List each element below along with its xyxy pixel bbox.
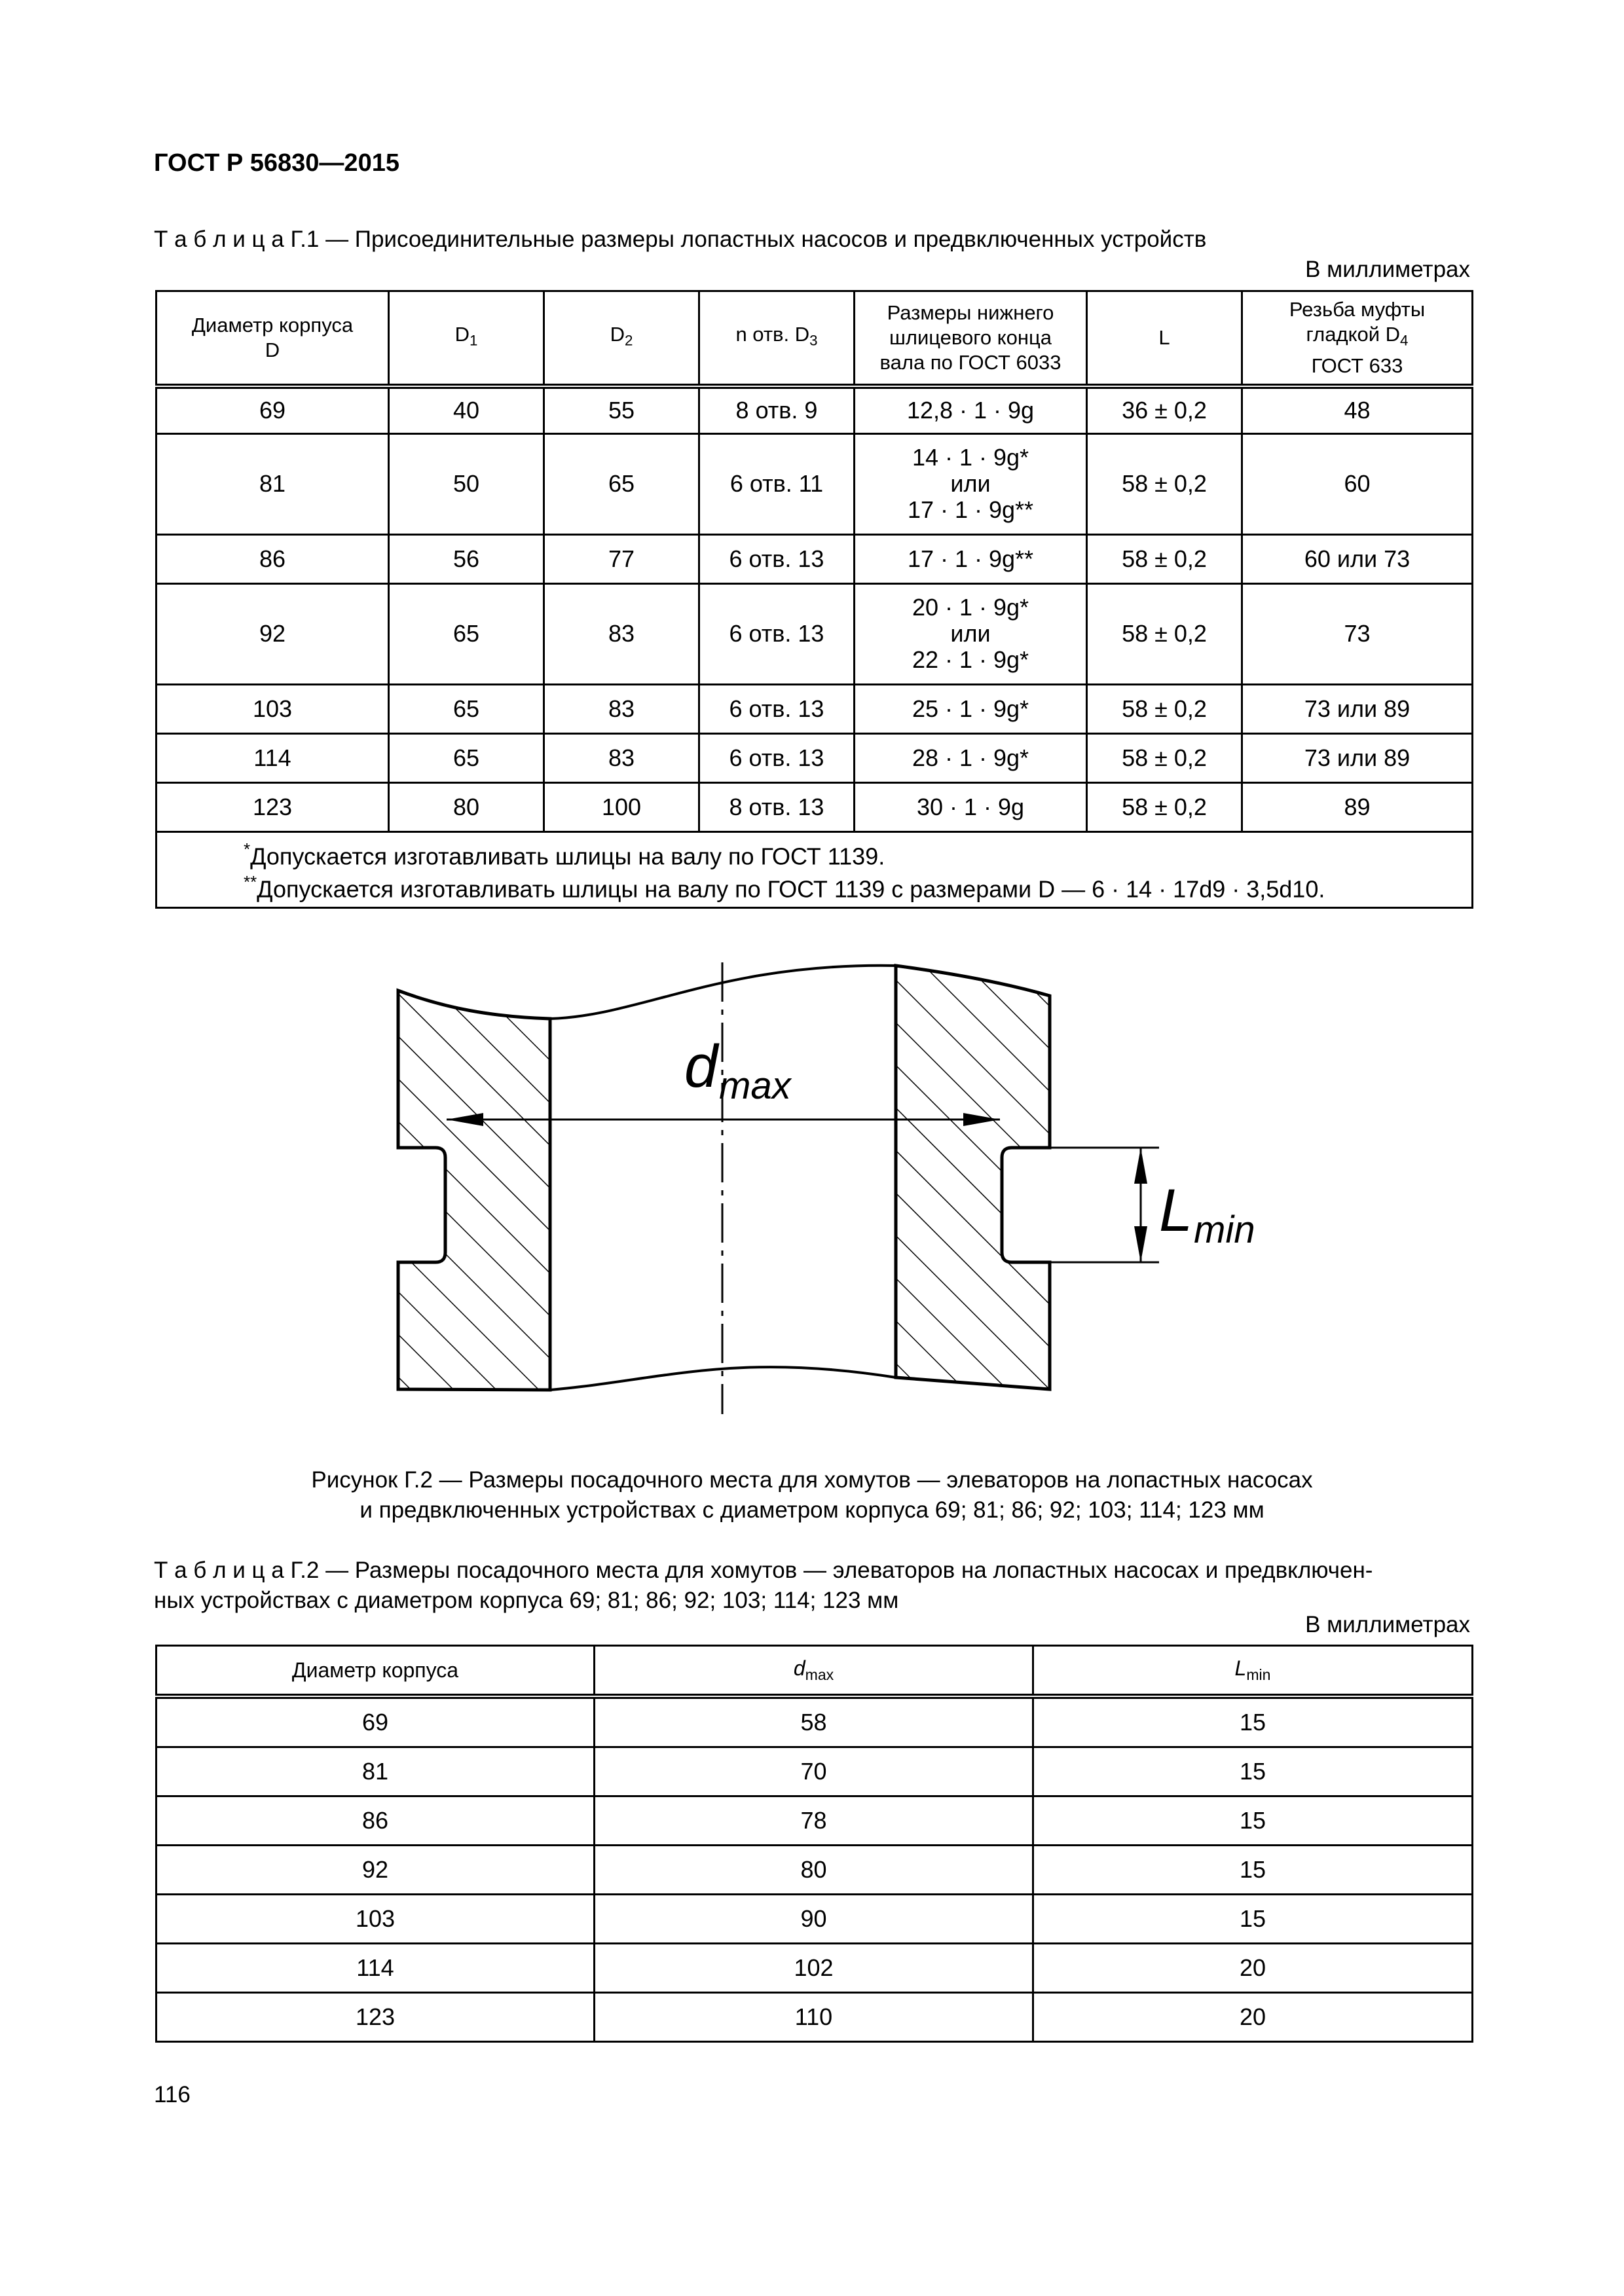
- dmax-label: dmax: [684, 1033, 791, 1107]
- spline-line: 17 · 1 · 9g**: [907, 545, 1034, 572]
- footnote-text: Допускается изготавливать шлицы на валу по ГОСТ 1139.: [250, 843, 885, 869]
- table1-header-thread-line1: Резьба муфты: [1289, 298, 1426, 321]
- table2-cell: 78: [595, 1796, 1033, 1846]
- table2-cell: 70: [595, 1747, 1033, 1796]
- table2-header-lmin-sub: min: [1246, 1666, 1271, 1683]
- table2-cell: 90: [595, 1895, 1033, 1944]
- footnote: [244, 869, 1471, 902]
- table1-cell: 58 ± 0,2: [1087, 684, 1242, 733]
- lmin-arrow-bottom: [1134, 1226, 1147, 1262]
- table1-cell: 65: [544, 433, 699, 534]
- table1-cell: 73: [1242, 583, 1473, 684]
- table1-cell: 55: [544, 386, 699, 433]
- spline-line: 12,8 · 1 · 9g: [906, 397, 1035, 424]
- left-wall-section: [398, 991, 550, 1390]
- table1-cell: 73 или 89: [1242, 733, 1473, 782]
- table1-cell: 6 отв. 11: [699, 433, 855, 534]
- right-wall-section: [896, 966, 1050, 1389]
- table1-cell: 83: [544, 684, 699, 733]
- table2-cell: 15: [1033, 1696, 1473, 1747]
- table1-cell: 8 отв. 13: [699, 782, 855, 831]
- table1-cell: 86: [157, 534, 389, 583]
- table1-cell: 73 или 89: [1242, 684, 1473, 733]
- table2-caption-line2: ных устройствах с диаметром корпуса 69; 81; 86; 92; 103; 114; 123 мм: [154, 1588, 899, 1613]
- table2-cell: 123: [157, 1993, 595, 2042]
- table2-cell: 80: [595, 1846, 1033, 1895]
- table1-cell: 65: [389, 583, 544, 684]
- table1-header-row: [157, 291, 1473, 387]
- table-row: [157, 534, 1473, 583]
- table1-cell: 6 отв. 13: [699, 583, 855, 684]
- table1-header-d1-main: D: [454, 323, 470, 346]
- spline-line: 17 · 1 · 9g**: [907, 496, 1034, 523]
- table1-cell: [855, 534, 1087, 583]
- table1-unit: В миллиметрах: [1305, 257, 1470, 282]
- table1-header-d1-sub: 1: [469, 332, 478, 349]
- table1-header-spline-line1: Размеры нижнего: [887, 301, 1054, 324]
- table2-cell: 86: [157, 1796, 595, 1846]
- table1-cell: 58 ± 0,2: [1087, 583, 1242, 684]
- table2-cell: 69: [157, 1696, 595, 1747]
- figure-caption-line2: и предвключенных устройствах с диаметром корпуса 69; 81; 86; 92; 103; 114; 123 мм: [360, 1497, 1264, 1523]
- table2-cell: 114: [157, 1944, 595, 1993]
- table1-header-thread-line2-sub: 4: [1400, 332, 1409, 349]
- table1-cell: 58 ± 0,2: [1087, 782, 1242, 831]
- table1-cell: 58 ± 0,2: [1087, 733, 1242, 782]
- spline-line: 22 · 1 · 9g*: [912, 646, 1029, 673]
- table1-cell: [855, 583, 1087, 684]
- table1-cell: 77: [544, 534, 699, 583]
- table1-header-holes-main: n отв. D: [735, 323, 810, 346]
- table-row: [157, 583, 1473, 684]
- table1-cell: [855, 733, 1087, 782]
- document-title: ГОСТ Р 56830—2015: [154, 149, 399, 177]
- table1-footnotes: [157, 831, 1473, 907]
- lmin-arrow-top: [1134, 1148, 1147, 1184]
- table1-cell: 114: [157, 733, 389, 782]
- spline-line: или: [950, 620, 991, 647]
- table1-header-d2-main: D: [610, 323, 625, 346]
- table2: [155, 1645, 1473, 2043]
- table2-caption-line1-text: Г.2 — Размеры посадочного места для хомутов — элеваторов на лопастных насосах и предвключен-: [290, 1558, 1373, 1583]
- footnote-mark: **: [244, 873, 257, 892]
- table1-header-holes: [699, 291, 855, 387]
- table2-cell: 81: [157, 1747, 595, 1796]
- table2-cell: 15: [1033, 1895, 1473, 1944]
- table-row: [157, 386, 1473, 433]
- table1-header-d2-sub: 2: [624, 332, 633, 349]
- table1: [155, 290, 1473, 909]
- table2-cell: 20: [1033, 1944, 1473, 1993]
- footnote-mark: *: [244, 840, 251, 859]
- table1-cell: 6 отв. 13: [699, 534, 855, 583]
- lmin-label: Lmin: [1159, 1177, 1255, 1251]
- table1-cell: [855, 782, 1087, 831]
- table1-cell: 83: [544, 583, 699, 684]
- table-row: [157, 1696, 1473, 1747]
- table-row: [157, 684, 1473, 733]
- table1-footnotes-row: [157, 831, 1473, 907]
- spline-line: 20 · 1 · 9g*: [912, 594, 1029, 621]
- table1-header-d2: [544, 291, 699, 387]
- footnote-text: Допускается изготавливать шлицы на валу по ГОСТ 1139 с размерами D — 6 · 14 · 17d9 · 3,5d10.: [257, 875, 1325, 903]
- table1-cell: 92: [157, 583, 389, 684]
- spline-line: 30 · 1 · 9g: [916, 793, 1025, 820]
- table2-cell: 102: [595, 1944, 1033, 1993]
- table1-header-diameter-line1: Диаметр корпуса: [191, 314, 354, 337]
- table2-cell: 103: [157, 1895, 595, 1944]
- table-row: [157, 1993, 1473, 2042]
- table1-cell: 6 отв. 13: [699, 684, 855, 733]
- table-row: [157, 1944, 1473, 1993]
- table2-header-row: [157, 1646, 1473, 1697]
- table1-header-d1: [389, 291, 544, 387]
- table1-cell: 89: [1242, 782, 1473, 831]
- table2-header-lmin: [1033, 1646, 1473, 1697]
- table2-header-diameter: Диаметр корпуса: [157, 1646, 595, 1697]
- footnote: [244, 837, 1471, 869]
- spline-line: 14 · 1 · 9g*: [912, 444, 1029, 471]
- table2-header-lmin-main: L: [1234, 1656, 1247, 1681]
- table1-cell: 65: [389, 684, 544, 733]
- table1-cell: 65: [389, 733, 544, 782]
- table-row: [157, 1846, 1473, 1895]
- table1-header-holes-sub: 3: [809, 332, 818, 349]
- table1-cell: 48: [1242, 386, 1473, 433]
- table1-cell: 100: [544, 782, 699, 831]
- table2-header-dmax-main: d: [793, 1656, 805, 1681]
- table1-header-diameter-line2: D: [265, 338, 280, 361]
- table2-unit: В миллиметрах: [1305, 1612, 1470, 1637]
- table1-caption: [154, 225, 1206, 255]
- table-row: [157, 733, 1473, 782]
- table2-cell: 92: [157, 1846, 595, 1895]
- table2-cell: 15: [1033, 1747, 1473, 1796]
- table1-cell: 69: [157, 386, 389, 433]
- table1-cell: 56: [389, 534, 544, 583]
- table1-header-spline: [855, 291, 1087, 387]
- table2-header-dmax-sub: max: [805, 1666, 834, 1683]
- table1-cell: 6 отв. 13: [699, 733, 855, 782]
- table1-cell: 36 ± 0,2: [1087, 386, 1242, 433]
- spline-line: 25 · 1 · 9g*: [912, 695, 1029, 722]
- table1-cell: 58 ± 0,2: [1087, 534, 1242, 583]
- table-row: [157, 782, 1473, 831]
- table-row: [157, 1796, 1473, 1846]
- table1-caption-prefix: Т а б л и ц а: [154, 227, 284, 252]
- table1-cell: 80: [389, 782, 544, 831]
- table-row: [157, 1747, 1473, 1796]
- table1-cell: 60 или 73: [1242, 534, 1473, 583]
- table-row: [157, 433, 1473, 534]
- table1-cell: [855, 386, 1087, 433]
- table1-cell: 123: [157, 782, 389, 831]
- table1-cell: [855, 684, 1087, 733]
- table2-cell: 58: [595, 1696, 1033, 1747]
- table1-header-thread-line2: [1243, 322, 1471, 354]
- spline-line: или: [950, 470, 991, 497]
- table1-cell: 83: [544, 733, 699, 782]
- table2-caption-line1: [154, 1556, 1470, 1586]
- page-number: 116: [154, 2082, 191, 2107]
- table2-cell: 15: [1033, 1796, 1473, 1846]
- spline-line: 28 · 1 · 9g*: [912, 744, 1029, 771]
- table2-cell: 20: [1033, 1993, 1473, 2042]
- table1-cell: 60: [1242, 433, 1473, 534]
- table1-header-length: L: [1087, 291, 1242, 387]
- table1-cell: 40: [389, 386, 544, 433]
- table1-header-spline-line2: шлицевого конца: [889, 326, 1052, 349]
- table1-caption-text: Г.1 — Присоединительные размеры лопастных насосов и предвключенных устройств: [290, 227, 1207, 252]
- figure-caption: [157, 1465, 1467, 1525]
- table1-header-spline-line3: вала по ГОСТ 6033: [879, 351, 1061, 374]
- table1-header-thread-line2-main: гладкой D: [1306, 323, 1401, 346]
- table2-caption: [154, 1556, 1470, 1616]
- table1-cell: 8 отв. 9: [699, 386, 855, 433]
- table2-cell: 110: [595, 1993, 1033, 2042]
- table2-header-dmax: [595, 1646, 1033, 1697]
- table1-cell: 50: [389, 433, 544, 534]
- table1-cell: 103: [157, 684, 389, 733]
- table1-cell: [855, 433, 1087, 534]
- table-row: [157, 1895, 1473, 1944]
- table1-cell: 58 ± 0,2: [1087, 433, 1242, 534]
- figure-caption-line1: Рисунок Г.2 — Размеры посадочного места для хомутов — элеваторов на лопастных насосах: [311, 1467, 1313, 1493]
- figure-seat-drawing: [354, 943, 1297, 1427]
- table1-cell: 81: [157, 433, 389, 534]
- table1-header-thread: [1242, 291, 1473, 387]
- table1-header-diameter: [157, 291, 389, 387]
- table2-caption-prefix: Т а б л и ц а: [154, 1558, 284, 1583]
- table2-cell: 15: [1033, 1846, 1473, 1895]
- table1-header-thread-line3: ГОСТ 633: [1311, 354, 1403, 377]
